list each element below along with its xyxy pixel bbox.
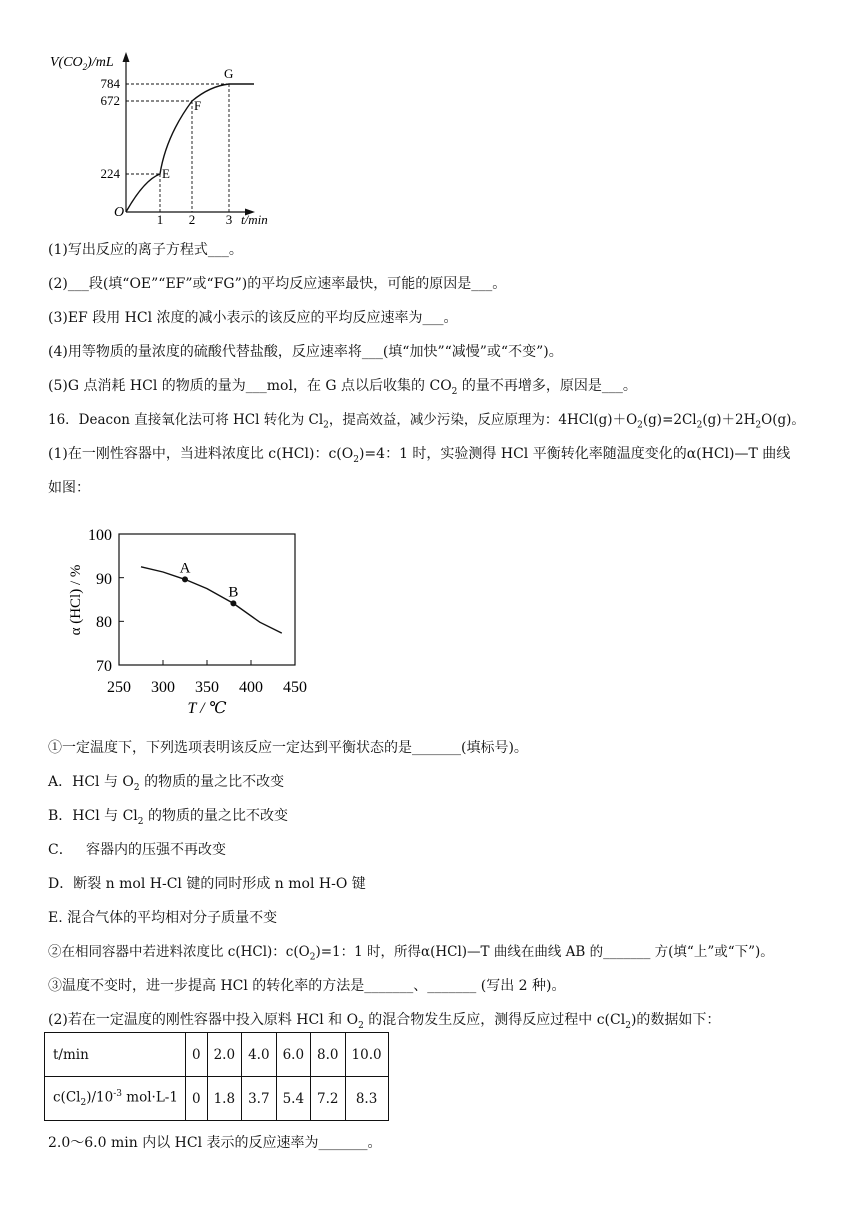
table-cell: 10.0 <box>345 1033 388 1077</box>
table-cell: 8.3 <box>345 1077 388 1121</box>
table-cell: 6.0 <box>276 1033 310 1077</box>
x-tick: 2 <box>188 212 196 227</box>
hcl-conversion-chart <box>56 520 326 722</box>
point-label-f: F <box>194 98 202 113</box>
x-tick: 400 <box>239 679 263 696</box>
q15-part1: (1)写出反应的离子方程式___。 <box>48 242 243 258</box>
y-tick: 80 <box>96 614 112 631</box>
y-tick: 90 <box>96 571 112 588</box>
x-tick: 350 <box>195 679 219 696</box>
point-b-label: B <box>228 584 239 601</box>
q15-part3: (3)EF 段用 HCl 浓度的减小表示的该反应的平均反应速率为___。 <box>48 310 458 326</box>
table-cell: t/min <box>45 1033 186 1077</box>
q16-final: 2.0～6.0 min 内以 HCl 表示的反应速率为_______。 <box>48 1135 382 1151</box>
y-tick: 784 <box>100 76 120 91</box>
tick-marks <box>119 534 295 665</box>
table-cell: 7.2 <box>311 1077 345 1121</box>
q15-part5: (5)G 点消耗 HCl 的物质的量为___mol，在 G 点以后收集的 $CO_2$ 的量不再增多，原因是___。 <box>48 378 637 397</box>
cl2-concentration-table <box>44 1032 389 1121</box>
y-axis-label: α (HCl) / % <box>68 564 84 636</box>
q16-part1-cont: 如图： <box>48 480 90 496</box>
y-tick: 224 <box>100 166 120 181</box>
co2-curve <box>126 84 254 212</box>
origin-label: O <box>114 205 125 220</box>
y-tick-labels <box>88 527 112 675</box>
option-e: E. 混合气体的平均相对分子质量不变 <box>48 910 278 926</box>
x-tick: 3 <box>225 212 233 227</box>
q16-intro: 16．Deacon 直接氧化法可将 HCl 转化为 $Cl_2$，提高效益，减少污染，反应原理为：$4HCl(g)+O_2(g)=2Cl_2(g)+2H_2O(g)$。 <box>48 412 805 431</box>
table-cell: 8.0 <box>311 1033 345 1077</box>
y-axis-label: $V(CO_2)/mL$ <box>50 55 114 72</box>
q16-sub1: ①一定温度下，下列选项表明该反应一定达到平衡状态的是_______(填标号)。 <box>48 740 528 756</box>
table-cell: 3.7 <box>242 1077 276 1121</box>
table-row <box>45 1077 389 1121</box>
x-tick: 1 <box>156 212 164 227</box>
point-a-marker <box>182 576 188 582</box>
q16-sub3: ③温度不变时，进一步提高 HCl 的转化率的方法是_______、_______ (写出 2 种)。 <box>48 978 566 994</box>
guide-lines <box>126 84 229 212</box>
option-b: B．HCl 与 $Cl_2$ 的物质的量之比不改变 <box>48 808 288 827</box>
table-cell: 0 <box>186 1033 208 1077</box>
point-label-e: E <box>162 166 170 181</box>
q16-part1: (1)在一刚性容器中，当进料浓度比 c(HCl)：$c(O_2)=4$：1 时，实验测得 HCl 平衡转化率随温度变化的α(HCl)—T 曲线 <box>48 446 791 465</box>
x-tick: 450 <box>283 679 307 696</box>
table-cell: 2.0 <box>207 1033 241 1077</box>
table-cell: 5.4 <box>276 1077 310 1121</box>
table-cell: 4.0 <box>242 1033 276 1077</box>
x-tick: 300 <box>151 679 175 696</box>
q15-part4: (4)用等物质的量浓度的硫酸代替盐酸，反应速率将___(填“加快”“减慢”或“不变”)。 <box>48 344 563 360</box>
table-row <box>45 1033 389 1077</box>
alpha-curve <box>141 567 282 633</box>
co2-volume-chart <box>44 40 294 230</box>
x-axis-label: T / ℃ <box>187 700 227 717</box>
plot-frame <box>119 534 295 665</box>
q16-sub2: ②在相同容器中若进料浓度比 c(HCl)：$c(O_2)=1$：1 时，所得α(HCl)—T 曲线在曲线 AB 的_______ 方(填“上”或“下”)。 <box>48 944 774 963</box>
table-cell: $c(Cl_2)/10^{-3}$ mol·L-1 <box>45 1077 186 1121</box>
q15-part2: (2)___段(填“OE”“EF”或“FG”)的平均反应速率最快，可能的原因是___。 <box>48 276 507 292</box>
point-label-g: G <box>224 66 234 81</box>
option-a: A．HCl 与 $O_2$ 的物质的量之比不改变 <box>48 774 285 793</box>
table-cell: 0 <box>186 1077 208 1121</box>
x-tick: 250 <box>107 679 131 696</box>
table-cell: 1.8 <box>207 1077 241 1121</box>
y-tick: 672 <box>100 93 120 108</box>
q16-part2: (2)若在一定温度的刚性容器中投入原料 HCl 和 $O_2$ 的混合物发生反应，测得反应过程中 $c(Cl_2)$的数据如下： <box>48 1012 721 1031</box>
y-tick: 70 <box>96 658 112 675</box>
point-a-label: A <box>179 560 191 577</box>
x-axis-label: t/min <box>241 212 268 227</box>
option-d: D．断裂 n mol H-Cl 键的同时形成 n mol H-O 键 <box>48 876 366 892</box>
point-b-marker <box>230 600 236 606</box>
option-c: C． 容器内的压强不再改变 <box>48 842 227 858</box>
y-tick: 100 <box>88 527 112 544</box>
x-tick-labels <box>107 679 307 696</box>
y-axis-arrow <box>123 52 130 62</box>
